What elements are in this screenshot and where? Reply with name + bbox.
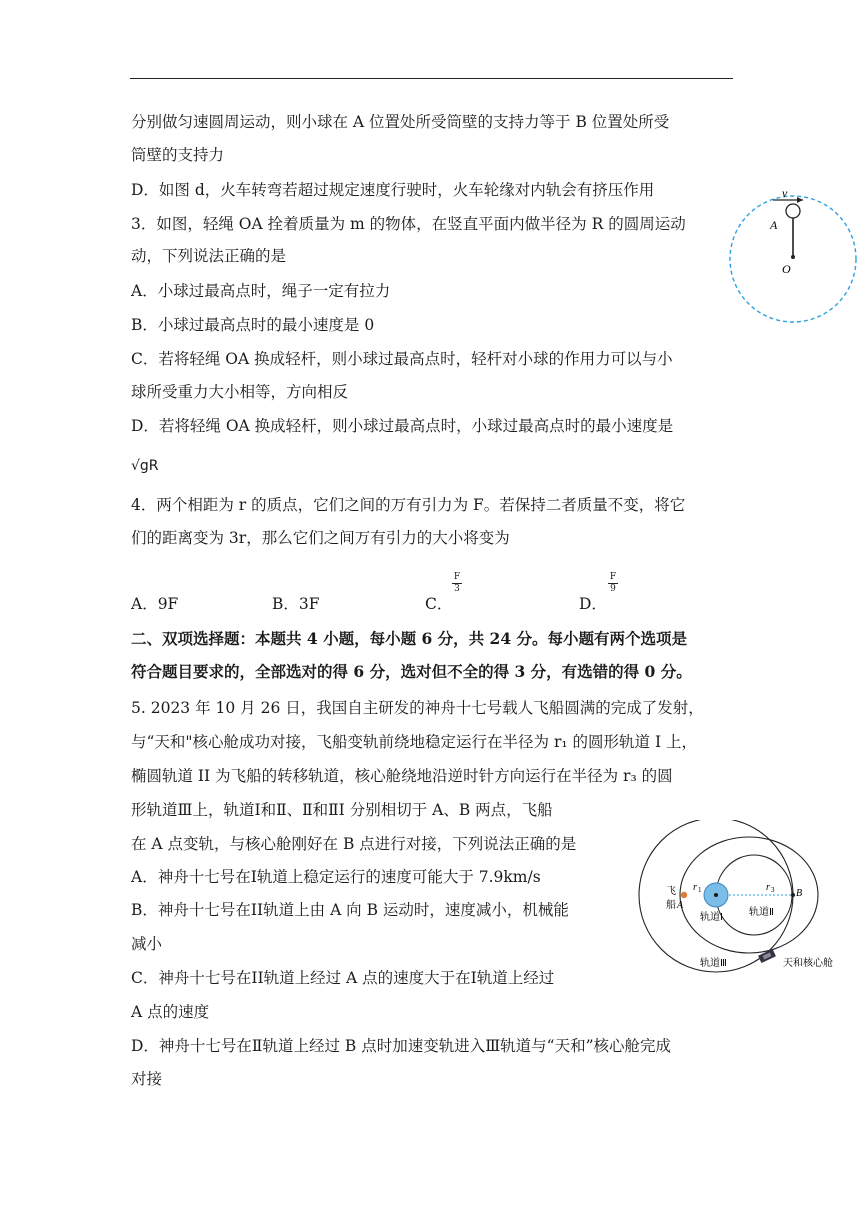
ship-label-1: 飞 [666,886,676,897]
orbit-transfer-figure [638,820,860,1020]
option-c-q5: C．神舟十七号在ⅠⅠ轨道上经过 A 点的速度大于在Ⅰ轨道上经过 [131,969,555,987]
question-4-stem: 4．两个相距为 r 的质点，它们之间的万有引力为 F。若保持二者质量不变，将它 [131,496,686,514]
ball [786,204,800,218]
option-c-q3: C．若将轻绳 OA 换成轻杆，则小球过最高点时，轻杆对小球的作用力可以与小 [131,350,673,368]
r1-subscript: 1 [698,886,702,894]
question-5-stem: 5. 2023 年 10 月 26 日，我国自主研发的神舟十七号载人飞船圆满的完成了发射， [131,699,704,717]
text-line: 在 A 点变轨，与核心舱刚好在 B 点进行对接，下列说法正确的是 [131,835,577,853]
option-b-q5: B．神舟十七号在ⅠⅠ轨道上由 A 向 B 运动时，速度减小，机械能 [131,901,569,919]
option-a-q5: A．神舟十七号在Ⅰ轨道上稳定运行的速度可能大于 7.9km/s [131,868,541,886]
fraction-f-over-9: F 9 [609,572,617,594]
circular-motion-figure [726,186,860,324]
option-d-q2: D．如图 d，火车转弯若超过规定速度行驶时，火车轮缘对内轨会有挤压作用 [131,181,655,199]
orbit-2-label: 轨道Ⅱ [749,907,774,918]
velocity-arrowhead [797,197,803,203]
option-a-q3: A．小球过最高点时，绳子一定有拉力 [131,282,391,300]
option-d-q3: D．若将轻绳 OA 换成轻杆，则小球过最高点时，小球过最高点时的最小速度是 [131,417,674,435]
text-line: 动，下列说法正确的是 [131,247,287,265]
text-line: A 点的速度 [131,1003,210,1021]
point-b-dot [791,893,795,897]
point-o-label: O [782,262,791,276]
section-2-heading-cont: 符合题目要求的，全部选对的得 6 分，选对但不全的得 3 分，有选错的得 0 分。 [131,662,692,681]
text-line: 减小 [131,935,163,953]
section-2-heading: 二、双项选择题：本题共 4 小题，每小题 6 分，共 24 分。每小题有两个选项是 [131,629,688,648]
option-d-q5: D．神舟十七号在Ⅱ轨道上经过 B 点时加速变轨进入Ⅲ轨道与“天和”核心舱完成 [131,1037,672,1055]
point-a-label: A [677,900,684,911]
text-line: 对接 [131,1070,163,1088]
text-line: 形轨道Ⅲ上，轨道Ⅰ和Ⅱ、Ⅱ和ⅡI 分别相切于 A、B 两点，飞船 [131,801,553,819]
option-b-q3: B．小球过最高点时的最小速度是 0 [131,316,375,334]
option-d-q4: D． [579,595,607,613]
text-line: 球所受重力大小相等，方向相反 [131,383,349,401]
text-line: 分别做匀速圆周运动，则小球在 A 位置处所受筒壁的支持力等于 B 位置处所受 [131,113,670,131]
center-point [791,255,795,259]
r3-subscript: 3 [771,886,775,894]
text-line: 们的距离变为 3r，那么它们之间万有引力的大小将变为 [131,529,510,547]
text-line: 筒壁的支持力 [131,146,225,164]
header-rule [130,78,733,79]
r1-label: r [693,882,697,893]
orbit-3-label: 轨道Ⅲ [700,958,727,969]
point-b-label: B [796,888,803,899]
orbit-1-label: 轨道Ⅰ [700,912,723,923]
spacecraft-dot [681,892,687,898]
fraction-f-over-3: F 3 [453,572,461,594]
option-b-q4: B．3F [272,595,320,613]
sqrt-gr-formula: √gR [131,458,159,474]
velocity-label: v [782,186,788,200]
text-line: 椭圆轨道 II 为飞船的转移轨道，核心舱绕地沿逆时针方向运行在半径为 r₃ 的圆 [131,767,673,785]
ship-label-2: 船 [666,900,676,911]
point-a-label: A [770,218,778,232]
r3-label: r [766,882,770,893]
option-c-q4: C． [425,595,453,613]
earth-center [714,893,718,897]
text-line: 与“天和"核心舱成功对接，飞船变轨前绕地稳定运行在半径为 r₁ 的圆形轨道 I 上， [131,733,698,751]
question-3-stem: 3．如图，轻绳 OA 拴着质量为 m 的物体，在竖直平面内做半径为 R 的圆周运动 [131,215,686,233]
option-a-q4: A．9F [131,595,179,613]
station-label: 天和核心舱 [783,958,833,969]
